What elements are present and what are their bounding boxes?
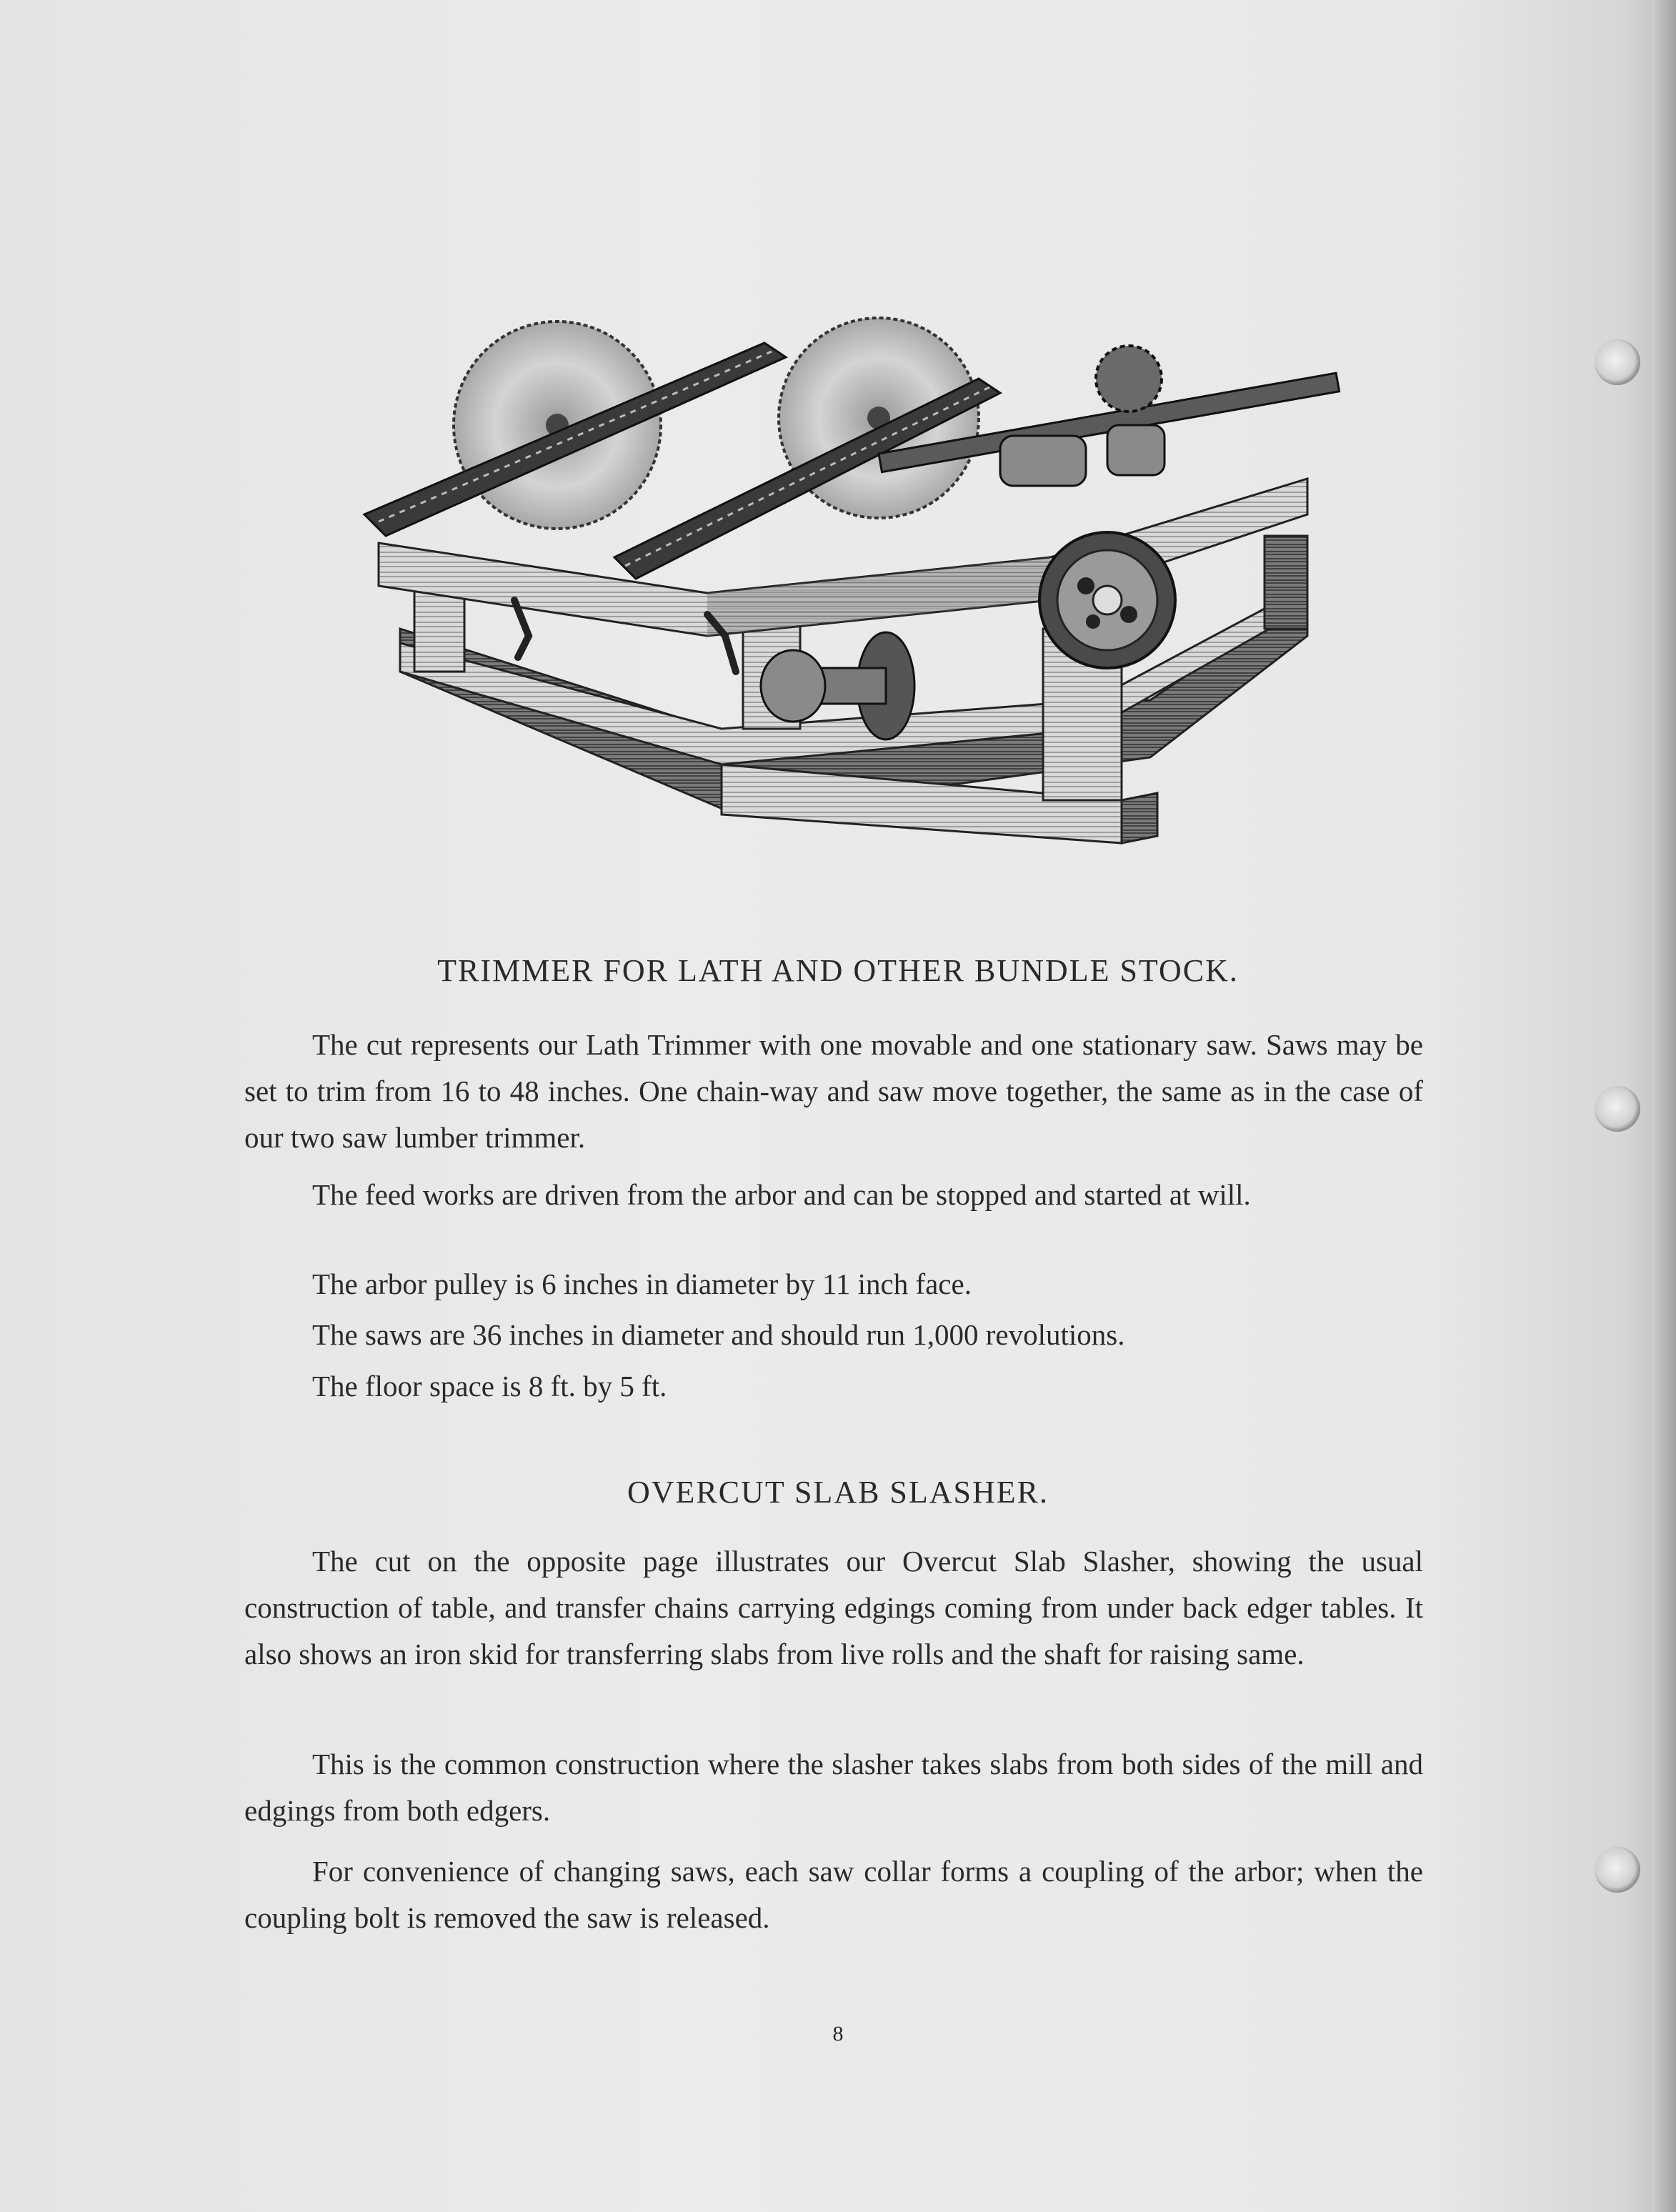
paragraph-changing-saws: For convenience of changing saws, each saw collar forms a coupling of the arbor; when the coupling bolt is removed the saw is released. [244, 1855, 1423, 1934]
paragraph-slab-slasher-description: The cut on the opposite page illustrates our Overcut Slab Slasher, showing the usual construction of table, and transfer chains carrying edgings coming from under back edger tables. It also shows an iron skid for transferring slabs from live rolls and the shaft for raising same. [244, 1545, 1423, 1670]
page-edge [1652, 0, 1676, 2212]
arbor-collar [1000, 436, 1086, 486]
page-number: 8 [832, 2022, 844, 2046]
binding-hole-top [1595, 339, 1640, 385]
binding-hole-bottom [1595, 1847, 1640, 1893]
paragraph-feed-works: The feed works are driven from the arbor and can be stopped and started at will. [312, 1178, 1251, 1211]
heading-overcut-slab-slasher: OVERCUT SLAB SLASHER. [627, 1475, 1049, 1510]
lath-trimmer-illustration [336, 300, 1357, 893]
heading-lath-trimmer: TRIMMER FOR LATH AND OTHER BUNDLE STOCK. [437, 953, 1239, 988]
paragraph-lath-trimmer-description: The cut represents our Lath Trimmer with one movable and one stationary saw. Saws may be set to trim from 16 to 48 inches. One chain-way and saw move together, the same as in the case of our two saw lumber trimmer. [244, 1028, 1423, 1154]
feed-hand-wheel [1039, 532, 1175, 668]
paragraph-saw-diameter: The saws are 36 inches in diameter and should run 1,000 revolutions. [312, 1318, 1125, 1351]
paragraph-arbor-pulley: The arbor pulley is 6 inches in diameter by 11 inch face. [312, 1267, 972, 1300]
paragraph-common-construction: This is the common construction where the slasher takes slabs from both sides of the mill and edgings from both edgers. [244, 1748, 1423, 1827]
gear-wheel [1096, 346, 1162, 412]
binding-hole-middle [1595, 1086, 1640, 1132]
paragraph-floor-space: The floor space is 8 ft. by 5 ft. [312, 1370, 667, 1403]
